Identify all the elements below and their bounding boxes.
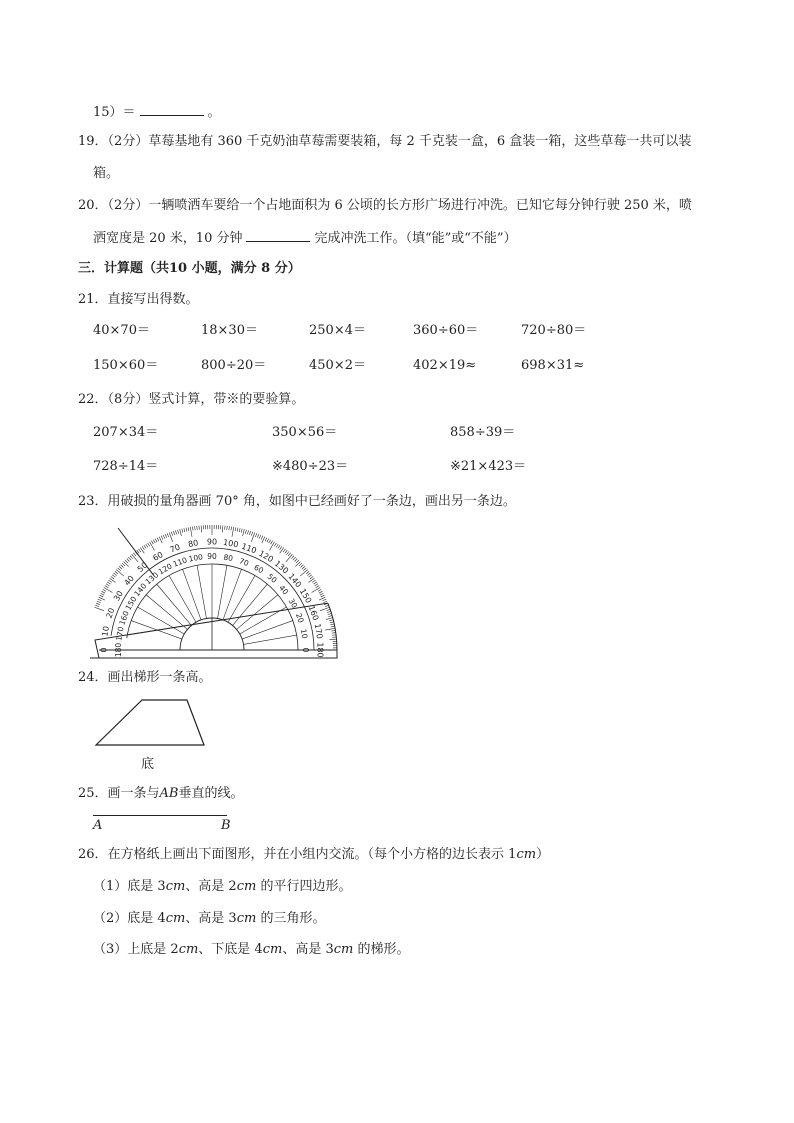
protractor-tick [299,563,302,566]
protractor-tick [274,543,276,546]
protractor-tick [124,562,129,567]
q22-item: ※480÷23＝ [272,459,349,474]
protractor-tick [96,603,100,604]
protractor-outer-label: 80 [187,538,200,549]
protractor-tick [285,550,287,553]
protractor-inner-label: 10 [298,628,310,640]
protractor-tick [332,630,336,631]
protractor-spoke [244,635,297,644]
q21-item: 150×60＝ [93,358,159,373]
protractor-tick [296,560,299,563]
protractor-tick [300,570,308,576]
protractor-tick [331,626,335,627]
protractor-outer-label: 30 [112,589,125,603]
protractor-tick [151,541,153,544]
protractor-inner-label: 150 [123,594,139,612]
protractor-spoke [183,569,201,620]
protractor-tick [330,639,337,640]
q22-item: 728÷14＝ [93,459,159,474]
protractor-tick [295,559,298,562]
protractor-tick [173,531,174,535]
protractor-tick [165,534,166,538]
protractor-tick [222,525,223,532]
q20-line1: 20．（2分）一辆喷洒车要给一个占地面积为 6 公顷的长方形广场进行冲洗。已知它每分钟行驶 250 米，喷 [78,198,692,213]
point-b-label: B [221,818,231,833]
q24-title: 24．画出梯形一条高。 [78,670,212,685]
protractor-tick [307,573,310,575]
protractor-tick [265,538,267,542]
trapezoid-shape [96,700,204,745]
protractor-tick [255,533,256,537]
protractor-tick [315,584,318,586]
protractor-outer-label: 130 [272,558,291,576]
protractor-tick [142,546,144,549]
q21-item: 40×70＝ [93,323,150,338]
protractor-inner-label: 130 [143,570,161,587]
protractor-tick [245,530,246,534]
protractor-tick [178,530,179,534]
protractor-tick [184,528,185,532]
protractor-tick [190,527,192,537]
protractor-tick [271,541,273,544]
protractor-tick [280,546,282,549]
protractor-tick [329,620,333,621]
protractor-tick [163,535,165,539]
protractor-tick [180,529,182,536]
protractor-inner-label: 160 [117,609,131,627]
q26-item-3: （3）上底是 2cm、下底是 4cm、高是 3cm 的梯形。 [93,942,410,957]
protractor-outer-label: 40 [122,573,136,588]
protractor-tick [313,582,316,584]
protractor-tick [100,595,104,597]
protractor-tick [243,529,245,536]
q22-item: ※21×423＝ [450,459,527,474]
protractor-tick [249,531,250,535]
protractor-figure [90,518,365,660]
q26-title: 26．在方格纸上画出下面图形，并在小组内交流。（每个小方格的边长表示 1cm） [78,847,550,862]
protractor-tick [167,533,168,537]
protractor-tick [122,563,125,566]
q21-item: 450×2＝ [309,358,366,373]
protractor-tick [310,577,313,579]
q21-item: 360÷60＝ [413,323,479,338]
protractor-tick [95,607,104,610]
protractor-tick [115,571,118,574]
protractor-tick [97,601,101,603]
protractor-inner-label: 120 [156,561,174,577]
protractor-outer-label: 70 [168,542,182,555]
q21-title: 21．直接写出得数。 [78,292,199,307]
q21-item: 720÷80＝ [521,323,587,338]
protractor-tick [182,529,183,533]
protractor-tick [306,571,309,574]
protractor-inner-label: 20 [294,611,306,625]
protractor-tick [332,633,336,634]
section-title: 三．计算题（共10 小题，满分 8 分） [78,261,301,276]
answer-blank[interactable] [246,228,310,242]
q21-item: 250×4＝ [309,323,366,338]
protractor-tick [119,566,122,569]
q25-title: 25．画一条与AB垂直的线。 [78,786,244,801]
protractor-outer-label: 100 [222,537,240,550]
protractor-tick [107,582,110,584]
protractor-spoke [242,621,293,639]
protractor-tick [112,575,115,577]
q21-item: 800÷20＝ [201,358,267,373]
protractor-tick [267,539,269,543]
protractor-tick [259,535,261,539]
q23-title: 23．用破损的量角器画 70° 角，如图中已经画好了一条边，画出另一条边。 [78,494,516,509]
protractor-inner-label: 70 [237,556,251,568]
protractor-outer-label: 10 [100,625,111,638]
protractor-outer-label: 0 [99,647,109,653]
protractor-tick [269,540,271,544]
protractor-tick [157,538,159,542]
protractor-tick [257,534,258,538]
protractor-tick [330,622,334,623]
protractor-tick [118,568,121,571]
protractor-tick [320,593,324,595]
protractor-inner-label: 50 [265,571,279,585]
protractor-tick [288,553,291,556]
protractor-tick [153,540,155,544]
protractor-tick [127,559,130,562]
protractor-tick [278,545,280,548]
protractor-tick [295,562,300,567]
protractor-tick [323,601,327,603]
protractor-outer-label: 20 [104,606,117,620]
protractor-tick [150,542,155,551]
q22-title: 22．（8分）竖式计算，带※的要验算。 [78,392,305,407]
protractor-tick [130,556,133,559]
q19-line1: 19．（2分）草莓基地有 360 千克奶油草莓需要装箱，每 2 千克装一盒，6 盒装一箱，这些草莓一共可以装 [78,134,692,149]
protractor-tick [95,605,99,606]
protractor-tick [148,543,150,546]
protractor-tick [229,526,230,530]
protractor-tick [325,605,329,606]
protractor-outer-label: 160 [306,604,321,622]
protractor-tick [316,586,319,588]
protractor-inner-label: 140 [132,581,149,599]
q18-tail: 15）＝ 。 [93,102,221,122]
protractor-tick [309,575,312,577]
protractor-tick [125,560,128,563]
answer-blank[interactable] [140,102,204,116]
base-label: 底 [141,757,155,772]
protractor-tick [291,556,294,559]
protractor-tick [171,532,172,536]
protractor-spoke [197,565,206,618]
protractor-inner-label: 80 [222,552,234,564]
protractor-tick [261,536,263,540]
protractor-tick [321,595,325,597]
protractor-tick [128,557,131,560]
protractor-tick [161,536,163,540]
protractor-tick [312,588,321,593]
protractor-outer-label: 170 [312,622,325,640]
protractor-outer-label: 140 [286,571,304,590]
protractor-tick [251,532,252,536]
protractor-tick [231,527,232,531]
q26-item-2: （2）底是 4cm、高是 3cm 的三角形。 [93,911,326,926]
protractor-outer-label: 60 [151,550,165,563]
protractor-tick [328,616,332,617]
protractor-tick [188,527,189,531]
protractor-tick [327,611,331,612]
protractor-inner-label: 0 [301,647,310,653]
protractor-tick [155,539,157,543]
protractor-inner-label: 40 [277,583,291,597]
protractor-tick [286,551,288,554]
q19-line2: 箱。 [93,166,120,181]
protractor-tick [116,570,124,576]
protractor-tick [303,568,306,571]
protractor-tick [276,544,278,547]
protractor-inner-label: 110 [171,555,189,569]
protractor-tick [105,586,108,588]
trapezoid-figure [92,696,212,748]
protractor-tick [192,527,193,531]
q21-item: 18×30＝ [201,323,258,338]
q26-item-1: （1）底是 3cm、高是 2cm 的平行四边形。 [93,879,352,894]
protractor-inner-label: 60 [252,562,266,576]
protractor-tick [326,618,333,620]
protractor-tick [139,549,141,552]
protractor-outer-label: 50 [135,560,150,574]
protractor-inner-label: 30 [286,596,300,610]
protractor-outer-label: 90 [206,537,218,547]
protractor-tick [319,591,323,593]
protractor-tick [106,584,109,586]
protractor-outer-label: 120 [257,548,275,565]
q22-item: 207×34＝ [93,425,159,440]
protractor-tick [104,588,113,593]
protractor-tick [101,593,105,595]
protractor-tick [103,589,106,591]
protractor-tick [293,557,296,560]
protractor-tick [323,599,327,601]
protractor-tick [330,624,334,625]
q21-item: 698×31≈ [521,358,585,373]
protractor-tick [302,566,305,569]
protractor-spoke [131,621,182,639]
line-ab [93,815,227,816]
protractor-tick [146,544,148,547]
protractor-spoke [223,569,241,620]
protractor-tick [237,528,238,532]
protractor-inner-label: 100 [187,552,204,564]
q22-item: 350×56＝ [272,425,338,440]
protractor-tick [286,554,292,562]
protractor-spoke [218,565,227,618]
protractor-tick [300,565,303,568]
protractor-tick [121,565,124,568]
protractor-tick [133,553,136,556]
protractor-tick [270,542,275,551]
protractor-inner-label: 170 [114,625,126,642]
protractor-tick [186,528,187,532]
protractor-tick [239,528,240,532]
protractor-tick [108,580,111,582]
protractor-tick [201,525,202,532]
protractor-tick [283,549,285,552]
protractor-tick [195,526,196,530]
protractor-tick [132,554,138,562]
q20-line2: 洒宽度是 20 米，10 分钟 完成冲洗工作。（填“能”或“不能”） [93,228,517,248]
protractor-tick [102,591,106,593]
protractor-tick [113,573,116,575]
protractor-tick [326,609,330,610]
protractor-tick [144,545,146,548]
protractor-inner-label: 90 [207,552,217,561]
protractor-tick [328,613,332,614]
protractor-tick [325,628,335,630]
protractor-tick [318,589,321,591]
protractor-tick [98,599,102,601]
point-a-label: A [93,818,103,833]
protractor-tick [235,527,236,531]
protractor-tick [175,530,176,534]
protractor-tick [111,577,114,579]
protractor-tick [241,529,242,533]
protractor-outer-label: 110 [240,541,258,556]
protractor-tick [232,527,234,537]
q22-item: 858÷39＝ [450,425,516,440]
protractor-tick [312,580,315,582]
q21-item: 402×19≈ [413,358,477,373]
protractor-tick [247,530,248,534]
protractor-outer-label: 180 [315,642,325,658]
protractor-outer-label: 150 [297,587,314,605]
protractor-inner-label: 180 [114,642,123,658]
